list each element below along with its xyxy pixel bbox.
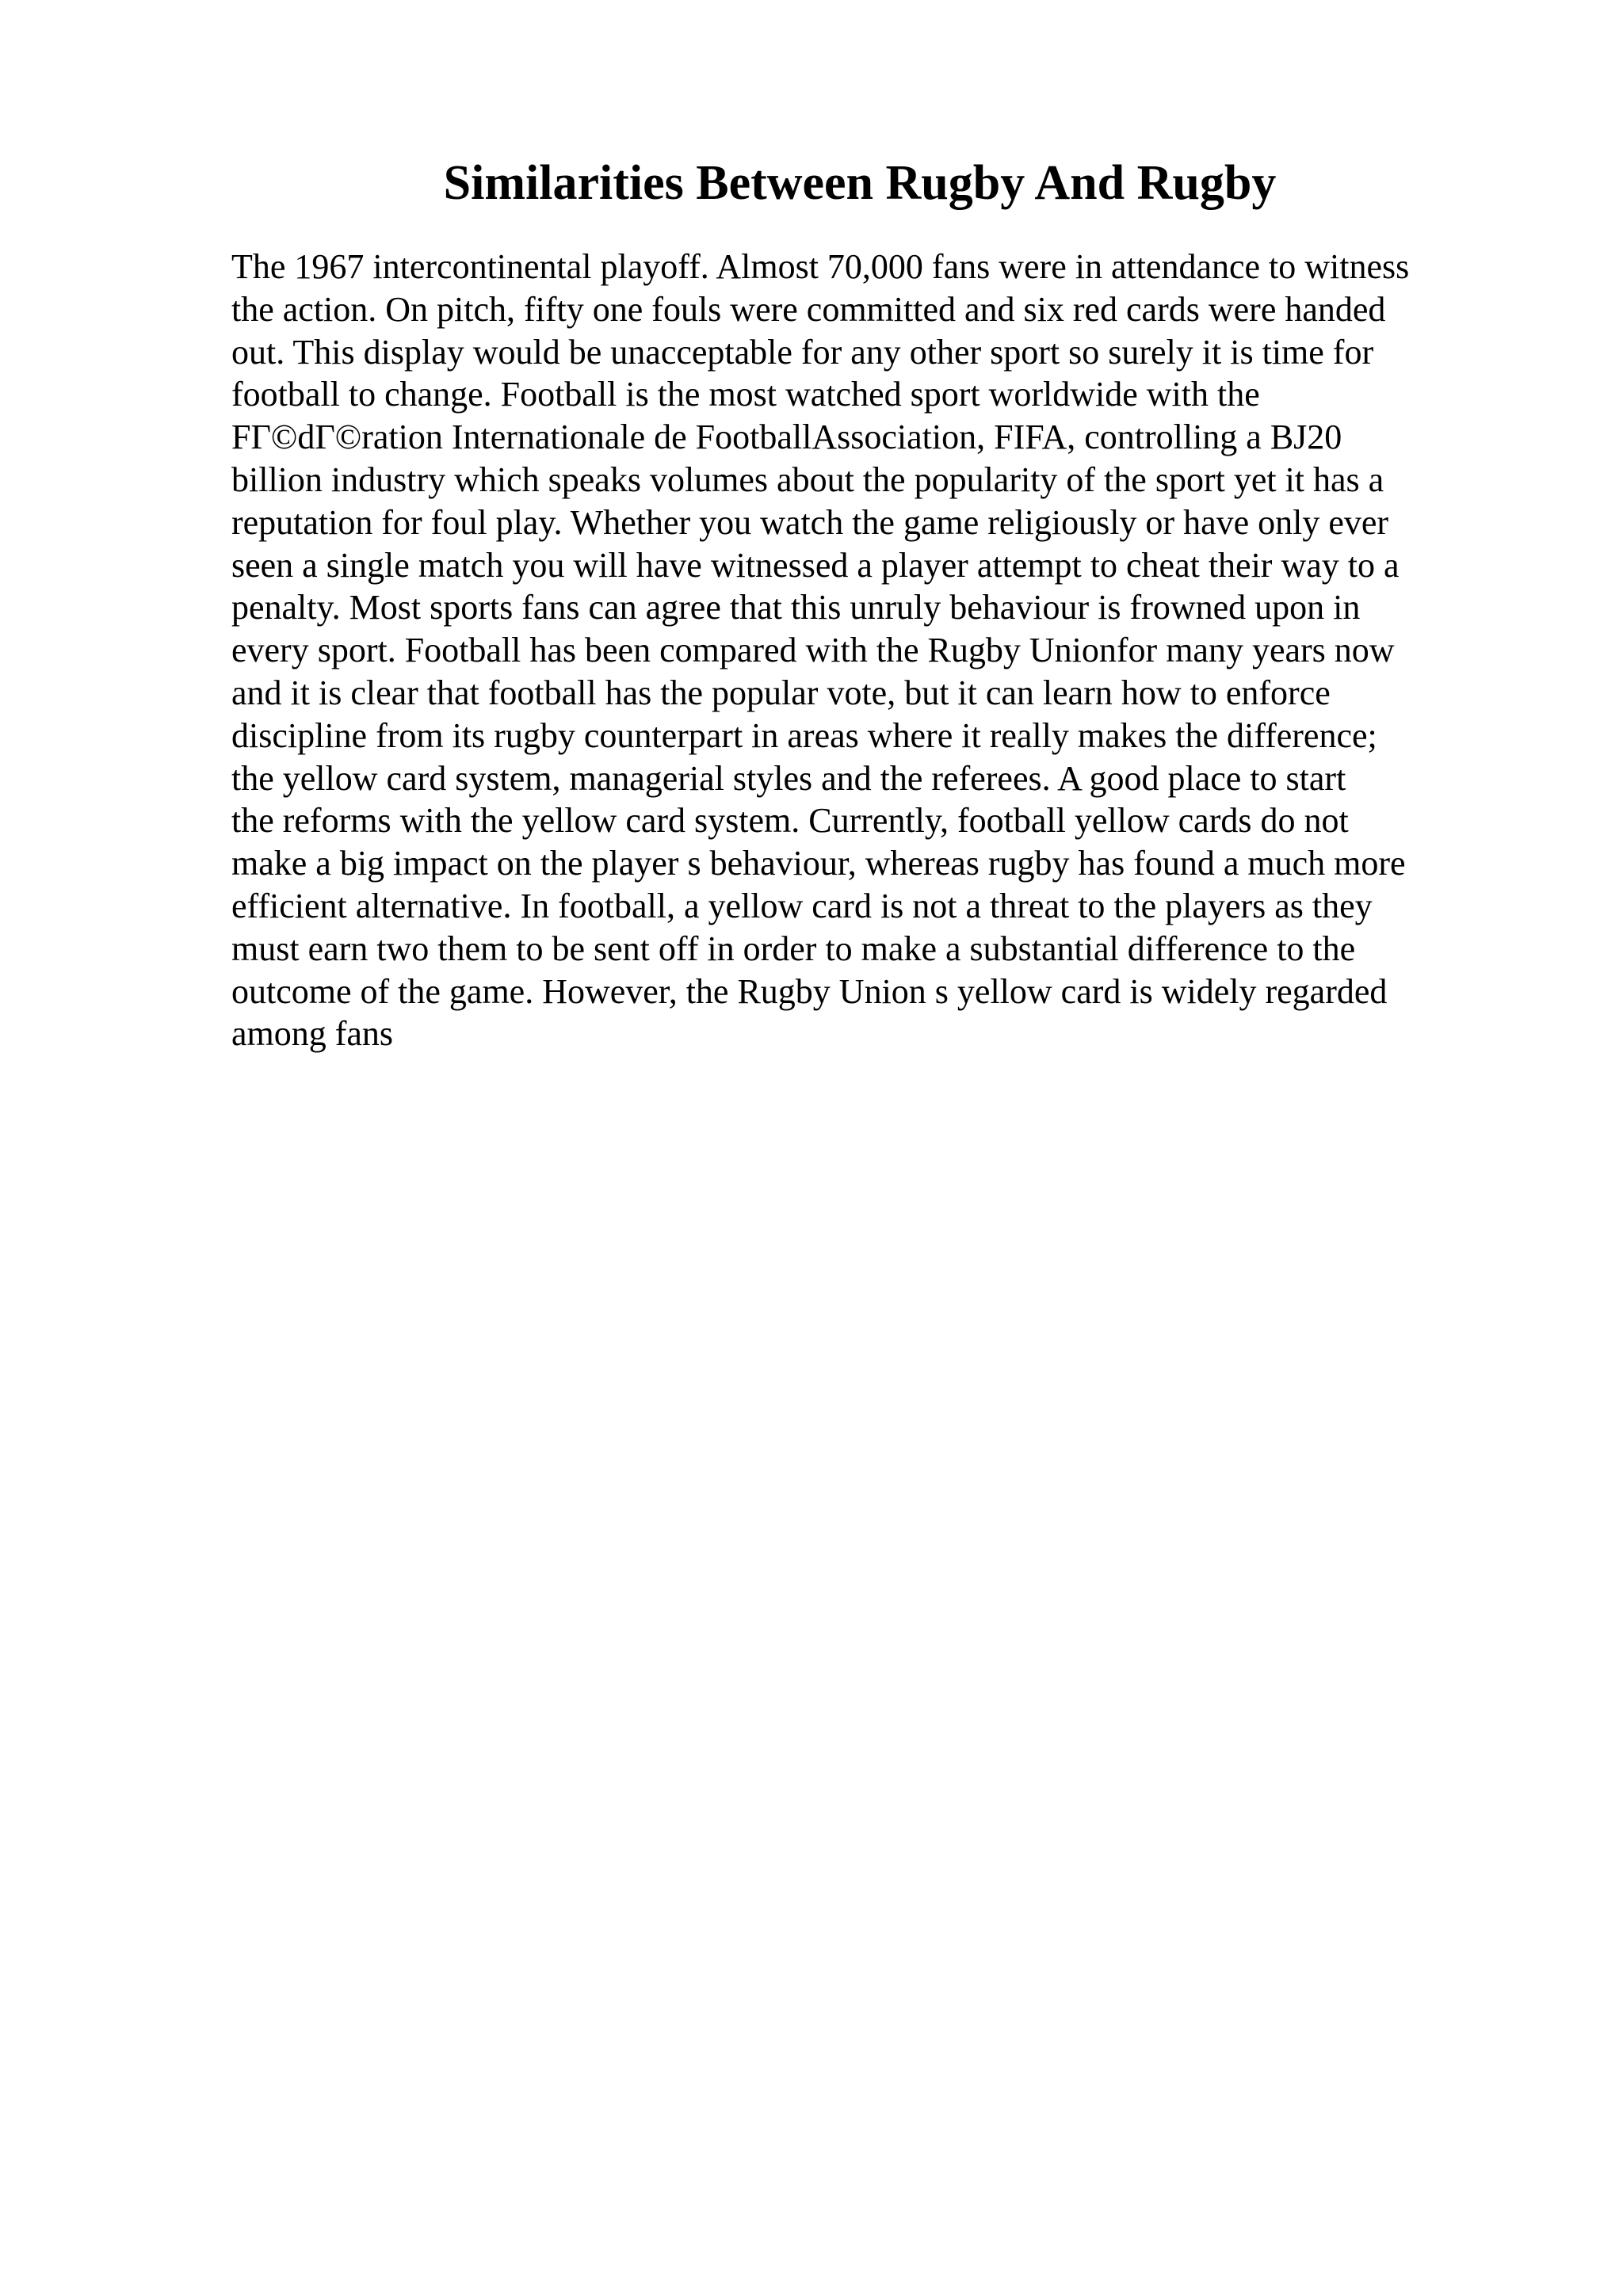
- document-body: [231, 246, 1499, 1055]
- body-line: must earn two them to be sent off in order to make a substantial difference to the: [231, 929, 1356, 968]
- body-line: out. This display would be unacceptable for any other sport so surely it is time for: [231, 332, 1374, 372]
- body-line: the action. On pitch, fifty one fouls were committed and six red cards were handed: [231, 289, 1386, 329]
- body-line: every sport. Football has been compared with the Rugby Unionfor many years now: [231, 631, 1395, 670]
- body-line: among fans: [231, 1014, 394, 1054]
- body-line: reputation for foul play. Whether you watch the game religiously or have only ever: [231, 502, 1389, 542]
- body-line: discipline from its rugby counterpart in areas where it really makes the difference;: [231, 715, 1377, 755]
- body-line: the yellow card system, managerial styles and the referees. A good place to start: [231, 758, 1346, 798]
- body-line: penalty. Most sports fans can agree that this unruly behaviour is frowned upon in: [231, 588, 1361, 627]
- body-line: seen a single match you will have witnessed a player attempt to cheat their way to a: [231, 545, 1400, 585]
- body-line: football to change. Football is the most watched sport worldwide with the: [231, 375, 1260, 414]
- body-line: FГ©dГ©ration Internationale de FootballAssociation, FIFA, controlling a BJ20: [231, 418, 1342, 457]
- body-line: outcome of the game. However, the Rugby Union s yellow card is widely regarded: [231, 971, 1388, 1011]
- body-line: billion industry which speaks volumes about the popularity of the sport yet it has a: [231, 460, 1384, 499]
- body-line: and it is clear that football has the popular vote, but it can learn how to enforce: [231, 673, 1331, 712]
- body-line: the reforms with the yellow card system. Currently, football yellow cards do not: [231, 801, 1349, 841]
- document-title: Similarities Between Rugby And Rugby: [443, 156, 1277, 210]
- body-line: The 1967 intercontinental playoff. Almost 70,000 fans were in attendance to witness: [231, 247, 1410, 286]
- body-line: make a big impact on the player s behaviour, whereas rugby has found a much more: [231, 844, 1406, 883]
- body-line: efficient alternative. In football, a yellow card is not a threat to the players as they: [231, 886, 1373, 925]
